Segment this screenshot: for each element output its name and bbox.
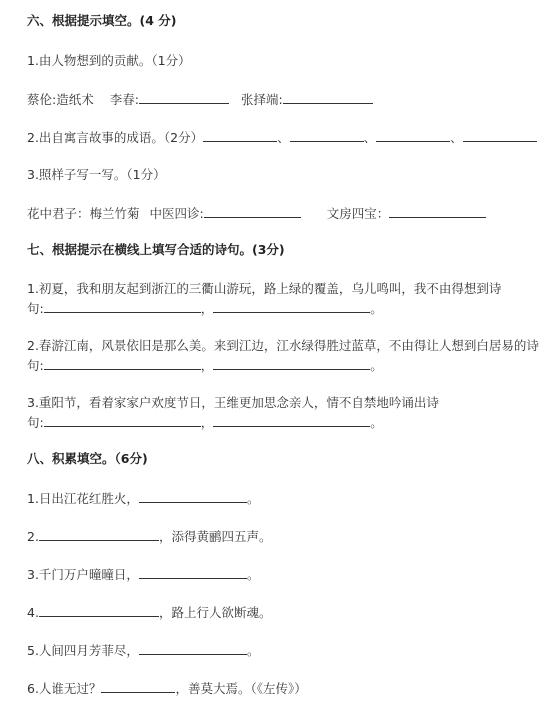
- s6-q1-row: [27, 91, 373, 108]
- s6-q3-blank-b[interactable]: [204, 205, 301, 218]
- s6-q3-row: [27, 205, 486, 222]
- s8-q1-row: [27, 490, 259, 507]
- s7-q2-line-1: 2.春游江南，风景依旧是那么美。来到江边，江水绿得胜过蓝草，不由得让人想到白居易的诗: [27, 338, 539, 353]
- s8-q2-blank[interactable]: [39, 528, 159, 541]
- s8-q3-blank[interactable]: [139, 566, 247, 579]
- s6-q1-blank-c[interactable]: [283, 91, 373, 104]
- s6-q3-blank-c[interactable]: [389, 205, 486, 218]
- s8-q6-row: [27, 680, 307, 697]
- s6-q1-label-c: 张择端:: [240, 92, 283, 107]
- s8-q1-post: 。: [246, 491, 260, 506]
- s6-q2-blank-1[interactable]: [203, 129, 277, 142]
- s7-q2-blank-1[interactable]: [44, 357, 201, 370]
- s7-q3-blank-2[interactable]: [213, 414, 370, 427]
- s7-q1-blank-1[interactable]: [44, 300, 201, 313]
- s8-q1-pre: 1.日出江花红胜火，: [27, 491, 139, 506]
- s7-q1-label: 句:: [27, 301, 44, 316]
- s8-q3-row: [27, 566, 259, 583]
- s7-q3-line-1: 3.重阳节，看着家家户欢度节日，王维更加思念亲人，情不自禁地吟诵出诗: [27, 395, 439, 410]
- s7-q1-period: 。: [370, 301, 383, 316]
- s6-q1-label-b: 李春:: [109, 92, 139, 107]
- s8-q2-row: [27, 528, 271, 545]
- s8-q6-post: ，善莫大焉。（《左传》）: [175, 681, 307, 696]
- s6-q2-blank-2[interactable]: [290, 129, 364, 142]
- s7-q2-comma: ，: [200, 358, 214, 373]
- section-8-title: 八、积累填空。（6分): [27, 451, 148, 466]
- s6-q2-sep-1: 、: [277, 130, 290, 145]
- s7-q3-label: 句:: [27, 415, 44, 430]
- s8-q2-pre: 2.: [27, 529, 39, 544]
- s7-q2-period: 。: [370, 358, 383, 373]
- s6-q3-label-b: 中医四诊:: [149, 206, 204, 221]
- s8-q4-blank[interactable]: [39, 604, 159, 617]
- s8-q3-post: 。: [246, 567, 260, 582]
- s7-q2-label: 句:: [27, 358, 44, 373]
- s8-q2-post: ，添得黄鹂四五声。: [158, 529, 272, 544]
- s7-q2-line-2: [27, 357, 383, 374]
- s7-q3-blank-1[interactable]: [44, 414, 201, 427]
- s8-q4-row: [27, 604, 271, 621]
- s8-q6-pre: 6.人谁无过？: [27, 681, 102, 696]
- s6-q3-label-c: 文房四宝：: [326, 206, 390, 221]
- section-7-title: 七、根据提示在横线上填写合适的诗句。(3分): [27, 242, 285, 257]
- s8-q5-row: [27, 642, 259, 659]
- s7-q2-blank-2[interactable]: [213, 357, 370, 370]
- s8-q5-post: 。: [246, 643, 260, 658]
- s7-q1-blank-2[interactable]: [213, 300, 370, 313]
- s7-q1-comma: ，: [200, 301, 214, 316]
- s6-q2-blank-4[interactable]: [463, 129, 537, 142]
- s8-q4-pre: 4.: [27, 605, 39, 620]
- s6-q1-example: 蔡伦:造纸术: [27, 92, 94, 107]
- s8-q5-blank[interactable]: [139, 642, 247, 655]
- section-6-title: 六、根据提示填空。(4 分): [27, 13, 177, 28]
- s6-q2-sep-3: 、: [450, 130, 463, 145]
- s8-q6-blank[interactable]: [101, 680, 175, 693]
- s6-q2-prompt: 2.出自寓言故事的成语。（2分）: [27, 130, 204, 145]
- s8-q3-pre: 3.千门万户曈曈日，: [27, 567, 139, 582]
- s7-q1-line-2: [27, 300, 383, 317]
- s7-q3-comma: ，: [200, 415, 214, 430]
- s7-q3-line-2: [27, 414, 383, 431]
- s6-q2-blank-3[interactable]: [376, 129, 450, 142]
- s6-q3-example: 花中君子：梅兰竹菊: [27, 206, 140, 221]
- s6-q2-sep-2: 、: [363, 130, 377, 145]
- s8-q1-blank[interactable]: [139, 490, 247, 503]
- s8-q5-pre: 5.人间四月芳菲尽，: [27, 643, 139, 658]
- s6-q1-blank-b[interactable]: [139, 91, 229, 104]
- s7-q1-line-1: 1.初夏，我和朋友起到浙江的三衢山游玩，路上绿的覆盖，乌儿鸣叫，我不由得想到诗: [27, 281, 502, 296]
- s7-q3-period: 。: [370, 415, 383, 430]
- s6-q3-prompt: 3.照样子写一写。（1分）: [27, 167, 166, 182]
- s6-q1-prompt: 1.由人物想到的贡献。（1分）: [27, 53, 191, 68]
- s8-q4-post: ，路上行人欲断魂。: [158, 605, 272, 620]
- s6-q2-row: [27, 129, 537, 146]
